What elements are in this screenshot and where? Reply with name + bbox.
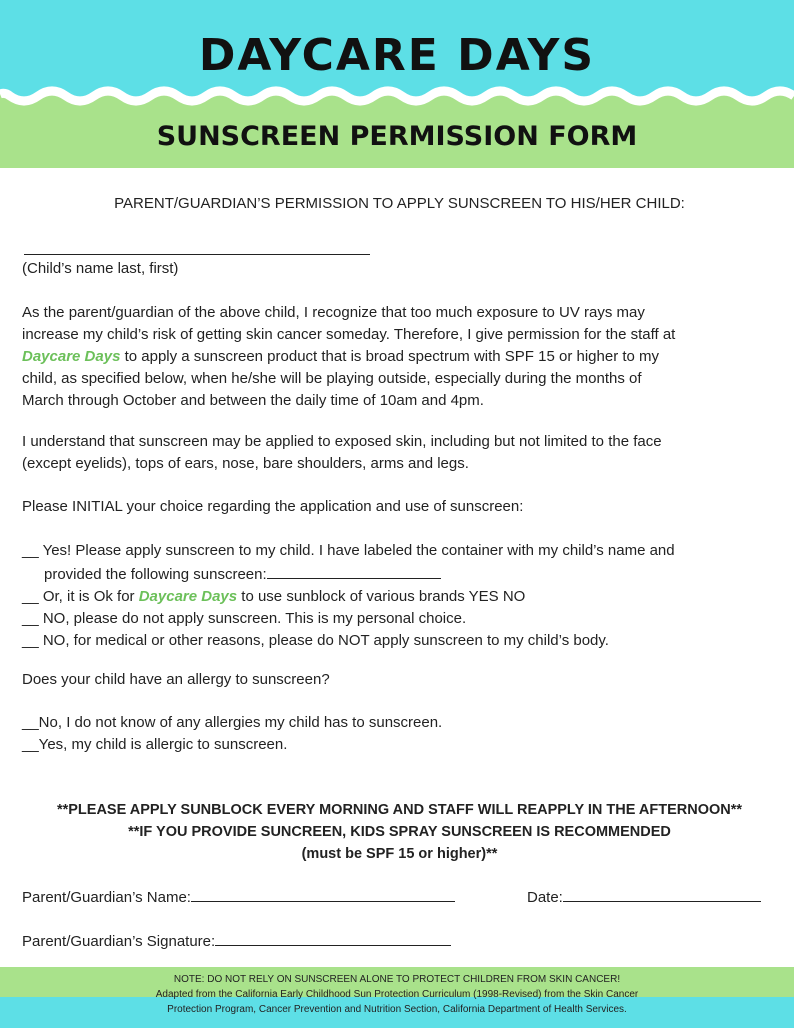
option-text: to use sunblock of various brands YES NO <box>237 588 526 605</box>
footer-notes <box>0 972 794 1017</box>
option-apply-own[interactable]: __ Yes! Please apply sunscreen to my child. I have labeled the container with my child’s name and <box>22 542 675 559</box>
initial-prompt: Please INITIAL your choice regarding the application and use of sunscreen: <box>22 498 524 515</box>
allergy-option-no[interactable]: __No, I do not know of any allergies my child has to sunscreen. <box>22 714 443 731</box>
notice-line: (must be SPF 15 or higher)** <box>301 846 498 862</box>
footer-line: NOTE: DO NOT RELY ON SUNSCREEN ALONE TO PROTECT CHILDREN FROM SKIN CANCER! <box>173 974 621 985</box>
child-name-caption: (Child’s name last, first) <box>22 260 179 277</box>
guardian-name-field[interactable] <box>191 885 455 902</box>
allergy-options <box>22 712 777 756</box>
notice-block <box>22 799 777 865</box>
form-heading: PARENT/GUARDIAN’S PERMISSION TO APPLY SUNSCREEN TO HIS/HER CHILD: <box>114 195 685 212</box>
option-no-medical[interactable]: __ NO, for medical or other reasons, please do NOT apply sunscreen to my child’s body. <box>22 632 609 649</box>
signature-row <box>22 929 451 953</box>
option-apply-own-continued <box>22 562 777 586</box>
paragraph-line: increase my child’s risk of getting skin cancer someday. Therefore, I give permission for the staff at <box>22 326 676 343</box>
footer-line: Protection Program, Cancer Prevention and Nutrition Section, California Department of Health Services. <box>167 1004 627 1015</box>
guardian-name-label: Parent/Guardian’s Name: <box>22 889 191 906</box>
paragraph-line: I understand that sunscreen may be applied to exposed skin, including but not limited to the face <box>22 433 662 450</box>
paragraph-line: As the parent/guardian of the above child, I recognize that too much exposure to UV rays may <box>22 304 645 321</box>
brand-name: Daycare Days <box>138 588 238 605</box>
option-no-personal[interactable]: __ NO, please do not apply sunscreen. This is my personal choice. <box>22 610 467 627</box>
option-text: __ Or, it is Ok for <box>22 588 139 605</box>
permission-paragraph <box>22 302 777 412</box>
paragraph-line: child, as specified below, when he/she will be playing outside, especially during the months of <box>22 370 642 387</box>
footer-line: Adapted from the California Early Childhood Sun Protection Curriculum (1998-Revised) from the Skin Cancer <box>155 989 639 1000</box>
header-banner <box>0 0 794 168</box>
brand-name: Daycare Days <box>22 348 121 365</box>
allergy-question: Does your child have an allergy to sunscreen? <box>22 671 330 688</box>
notice-line: **IF YOU PROVIDE SUNCREEN, KIDS SPRAY SUNSCREEN IS RECOMMENDED <box>128 824 671 840</box>
page-title: DAYCARE DAYS <box>198 30 596 81</box>
paragraph-line <box>22 346 777 368</box>
date-field[interactable] <box>563 885 761 902</box>
date-row <box>527 885 761 909</box>
form-subtitle: SUNSCREEN PERMISSION FORM <box>156 121 638 152</box>
date-label: Date: <box>527 889 563 906</box>
signature-field[interactable] <box>215 929 451 946</box>
paragraph-line: March through October and between the daily time of 10am and 4pm. <box>22 392 484 409</box>
allergy-option-yes[interactable]: __Yes, my child is allergic to sunscreen. <box>22 736 288 753</box>
paragraph-line: (except eyelids), tops of ears, nose, bare shoulders, arms and legs. <box>22 455 469 472</box>
sunscreen-options <box>22 540 777 652</box>
guardian-name-row <box>22 885 455 909</box>
notice-line: **PLEASE APPLY SUNBLOCK EVERY MORNING AND STAFF WILL REAPPLY IN THE AFTERNOON** <box>56 802 743 818</box>
exposure-paragraph <box>22 431 777 475</box>
option-various-brands[interactable] <box>22 586 777 608</box>
child-name-field[interactable] <box>24 232 370 255</box>
signature-label: Parent/Guardian’s Signature: <box>22 933 216 950</box>
sunscreen-brand-field[interactable] <box>267 562 441 579</box>
option-text: provided the following sunscreen: <box>44 566 267 583</box>
paragraph-line-text: to apply a sunscreen product that is broad spectrum with SPF 15 or higher to my <box>120 348 660 365</box>
